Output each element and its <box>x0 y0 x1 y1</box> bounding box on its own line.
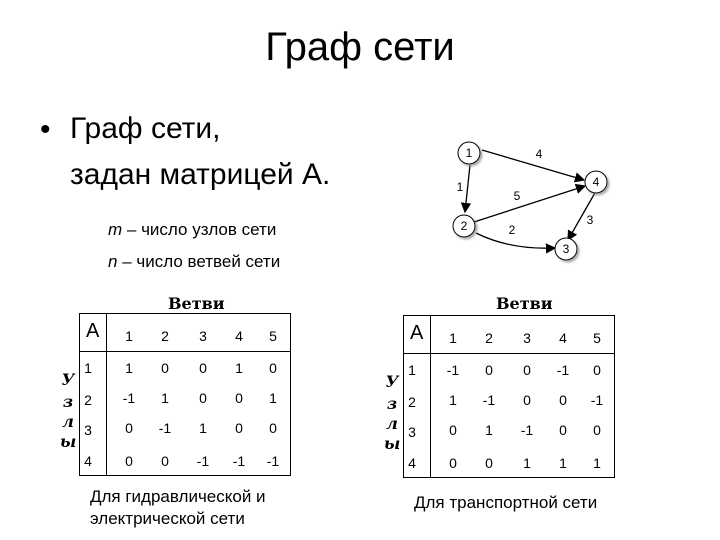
left-row-header: 2 <box>84 392 92 408</box>
right-matrix-cell: -1 <box>482 392 496 408</box>
left-matrix-cell: 0 <box>269 420 277 436</box>
left-matrix-cell: 1 <box>125 360 133 376</box>
left-col-header: 5 <box>269 328 277 344</box>
branch-label-4: 4 <box>535 147 543 161</box>
graph-node-2-label: 2 <box>460 219 468 233</box>
branch-edge-5 <box>474 186 585 222</box>
bullet-marker: • <box>40 113 51 146</box>
branch-label-5: 5 <box>513 189 521 203</box>
left-caption-line2: электрической сети <box>90 509 245 528</box>
left-matrix-cell: -1 <box>122 390 136 406</box>
left-matrix-cell: 0 <box>199 360 207 376</box>
left-matrix-cell: 1 <box>269 390 277 406</box>
right-matrix-cell: 0 <box>485 455 493 471</box>
left-row-header: 3 <box>84 422 92 438</box>
left-matrix-cell: -1 <box>196 453 210 469</box>
right-matrix-corner: A <box>410 322 424 344</box>
right-row-header: 3 <box>408 424 416 440</box>
left-matrix-cell: 1 <box>161 390 169 406</box>
right-row-header: 4 <box>408 455 416 471</box>
right-matrix-cell: 0 <box>523 362 531 378</box>
right-matrix-row-divider <box>404 353 614 354</box>
left-matrix-row-divider <box>80 351 290 352</box>
bullet-text-line1: Граф сети, <box>70 112 221 145</box>
right-matrix-cell: 0 <box>523 392 531 408</box>
right-matrix-cell: -1 <box>520 422 534 438</box>
graph-node-3-label: 3 <box>562 242 570 256</box>
right-matrix-cell: 0 <box>593 422 601 438</box>
left-col-header: 1 <box>125 328 133 344</box>
note-n-variable: n <box>108 252 118 271</box>
left-col-header: 4 <box>235 328 243 344</box>
left-row-header: 1 <box>84 360 92 376</box>
right-matrix-cell: 0 <box>449 455 457 471</box>
right-col-header: 5 <box>593 330 601 346</box>
branch-edge-2 <box>476 233 555 248</box>
note-m-variable: m <box>108 220 123 239</box>
right-nodes-letter-4: ы <box>384 434 401 453</box>
note-n-text: – число ветвей сети <box>117 252 281 271</box>
right-matrix-cell: 0 <box>559 392 567 408</box>
left-incidence-matrix <box>79 313 291 476</box>
graph-node-4-label: 4 <box>592 175 600 189</box>
right-matrix-cell: 0 <box>485 362 493 378</box>
right-matrix-cell: 0 <box>593 362 601 378</box>
right-matrix-cell: -1 <box>590 392 604 408</box>
left-matrix-cell: 0 <box>199 390 207 406</box>
left-matrix-cell: 1 <box>199 420 207 436</box>
left-col-header: 3 <box>199 328 207 344</box>
right-matrix-cell: 1 <box>559 455 567 471</box>
right-col-header: 1 <box>449 330 457 346</box>
branch-edge-4 <box>482 150 584 180</box>
bullet-text-line2: задан матрицей A. <box>70 158 331 191</box>
right-matrix-caption: Для транспортной сети <box>414 493 598 512</box>
right-incidence-matrix <box>403 315 615 478</box>
right-matrix-cell: 1 <box>593 455 601 471</box>
left-nodes-letter-1: У <box>61 370 75 389</box>
left-caption-line1: Для гидравлической и <box>90 487 266 506</box>
right-matrix-cell: -1 <box>556 362 570 378</box>
branch-edge-1 <box>465 165 470 212</box>
right-nodes-letter-1: У <box>385 372 399 391</box>
right-branches-label: Ветви <box>496 294 553 313</box>
branch-label-2: 2 <box>508 223 516 237</box>
right-col-header: 3 <box>523 330 531 346</box>
left-matrix-cell: 0 <box>235 420 243 436</box>
right-row-header: 2 <box>408 394 416 410</box>
right-row-header: 1 <box>408 362 416 378</box>
graph-node-1-label: 1 <box>465 146 473 160</box>
left-matrix-cell: -1 <box>232 453 246 469</box>
right-nodes-letter-3: л <box>386 414 398 433</box>
right-matrix-col-divider <box>430 316 431 477</box>
note-m-text: – число узлов сети <box>122 220 277 239</box>
left-matrix-cell: 0 <box>125 420 133 436</box>
left-matrix-cell: 0 <box>161 360 169 376</box>
left-branches-label: Ветви <box>168 294 225 313</box>
right-matrix-cell: 1 <box>485 422 493 438</box>
left-matrix-cell: 0 <box>161 453 169 469</box>
branch-label-3: 3 <box>586 213 594 227</box>
left-nodes-letter-4: ы <box>60 432 77 451</box>
left-row-header: 4 <box>84 453 92 469</box>
right-col-header: 2 <box>485 330 493 346</box>
right-matrix-cell: 1 <box>523 455 531 471</box>
left-nodes-letter-2: з <box>62 392 74 411</box>
left-matrix-cell: 0 <box>269 360 277 376</box>
left-matrix-cell: 0 <box>235 390 243 406</box>
branch-label-1: 1 <box>456 180 464 194</box>
right-matrix-cell: 0 <box>559 422 567 438</box>
right-nodes-letter-2: з <box>386 394 398 413</box>
left-matrix-col-divider <box>106 314 107 475</box>
left-nodes-letter-3: л <box>62 412 74 431</box>
left-matrix-cell: 1 <box>235 360 243 376</box>
left-matrix-caption <box>90 486 266 530</box>
left-matrix-cell: -1 <box>158 420 172 436</box>
left-matrix-cell: -1 <box>266 453 280 469</box>
left-matrix-corner: A <box>86 320 100 342</box>
right-matrix-cell: 0 <box>449 422 457 438</box>
left-col-header: 2 <box>161 328 169 344</box>
right-col-header: 4 <box>559 330 567 346</box>
right-matrix-cell: -1 <box>446 362 460 378</box>
left-matrix-cell: 0 <box>125 453 133 469</box>
slide-title: Граф сети <box>265 25 455 69</box>
right-matrix-cell: 1 <box>449 392 457 408</box>
